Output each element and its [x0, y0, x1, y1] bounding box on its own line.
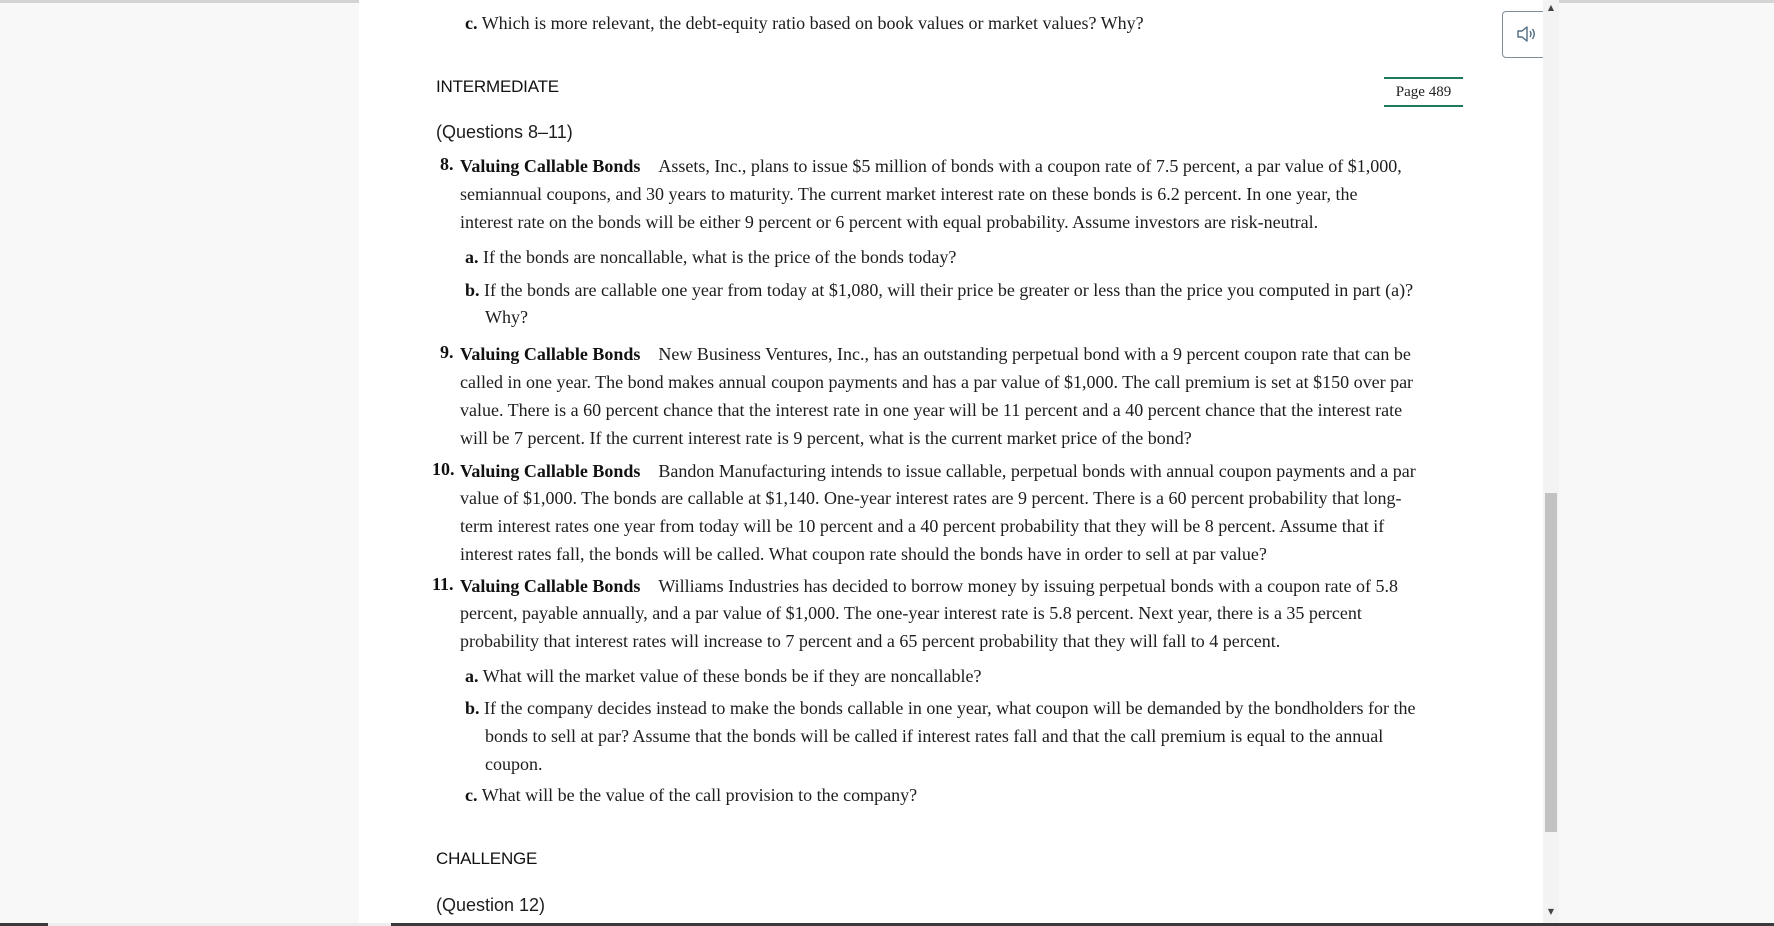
question-11a: a. What will the market value of these bonds be if they are noncallable?	[465, 666, 982, 686]
question-number-8: 8.	[440, 154, 454, 174]
question-range-challenge: (Question 12)	[436, 895, 546, 915]
question-number-10: 10.	[432, 459, 455, 479]
question-8b-line-1: b. If the bonds are callable one year from today at $1,080, will their price be greater or less than the price you computed in part (a)?	[465, 280, 1414, 300]
question-8a: a. If the bonds are noncallable, what is the price of the bonds today?	[465, 247, 957, 267]
scroll-down-icon[interactable]: ▼	[1547, 907, 1555, 916]
question-range-intermediate: (Questions 8–11)	[436, 122, 573, 142]
question-8-line-2: semiannual coupons, and 30 years to maturity. The current market interest rate on these bonds is 6.2 percent. In one year, the	[460, 184, 1358, 204]
question-8-line-3: interest rate on the bonds will be either 9 percent or 6 percent with equal probability. Assume investors are risk-neutral.	[460, 212, 1319, 232]
question-10-line-2: value of $1,000. The bonds are callable at $1,140. One-year interest rates are 9 percent. There is a 60 percent probability that long-	[460, 488, 1402, 508]
question-10-line-4: interest rates fall, the bonds will be called. What coupon rate should the bonds have in order to sell at par value?	[460, 544, 1267, 564]
question-10-line-1: Valuing Callable Bonds Bandon Manufacturing intends to issue callable, perpetual bonds with annual coupon payments and a par	[460, 461, 1416, 481]
speaker-icon	[1516, 24, 1538, 44]
question-number-11: 11.	[432, 574, 454, 594]
question-9-line-2: called in one year. The bond makes annual coupon payments and has a par value of $1,000. The call premium is set at $150 over par	[460, 372, 1414, 392]
question-8-line-1: Valuing Callable Bonds Assets, Inc., plans to issue $5 million of bonds with a coupon rate of 7.5 percent, a par value of $1,000,	[460, 156, 1402, 176]
question-11-line-2: percent, payable annually, and a par value of $1,000. The one-year interest rate is 5.8 percent. Next year, there is a 35 percent	[460, 603, 1362, 623]
question-11b-line-2: bonds to sell at par? Assume that the bonds will be called if interest rates fall and that the call premium is equal to the annual	[485, 726, 1384, 746]
question-9-line-3: value. There is a 60 percent chance that the interest rate in one year will be 11 percent and a 40 percent chance that the interest rate	[460, 400, 1403, 420]
scroll-up-icon[interactable]: ▲	[1547, 3, 1555, 12]
section-heading-challenge: CHALLENGE	[436, 849, 538, 868]
question-7c: c. Which is more relevant, the debt-equity ratio based on book values or market values? Why?	[465, 13, 1144, 33]
question-11b-line-3: coupon.	[485, 754, 543, 774]
question-11c: c. What will be the value of the call provision to the company?	[465, 785, 918, 805]
question-10-line-3: term interest rates one year from today will be 10 percent and a 40 percent probability that they will be 8 percent. Assume that if	[460, 516, 1385, 536]
question-11b-line-1: b. If the company decides instead to make the bonds callable in one year, what coupon will be demanded by the bondholders for the	[465, 698, 1416, 718]
question-8b-line-2: Why?	[485, 307, 528, 327]
question-9-line-4: will be 7 percent. If the current interest rate is 9 percent, what is the current market price of the bond?	[460, 428, 1192, 448]
section-heading-intermediate: INTERMEDIATE	[436, 77, 559, 96]
question-11-line-1: Valuing Callable Bonds Williams Industries has decided to borrow money by issuing perpetual bonds with a coupon rate of 5.8	[460, 576, 1399, 596]
question-number-9: 9.	[440, 342, 454, 362]
question-11-line-3: probability that interest rates will increase to 7 percent and a 65 percent probability that they will fall to 4 percent.	[460, 631, 1281, 651]
scrollbar-thumb[interactable]	[1545, 493, 1557, 832]
question-9-line-1: Valuing Callable Bonds New Business Ventures, Inc., has an outstanding perpetual bond with a 9 percent coupon rate that can be	[460, 344, 1411, 364]
page-number-marker: Page 489	[1384, 77, 1463, 107]
